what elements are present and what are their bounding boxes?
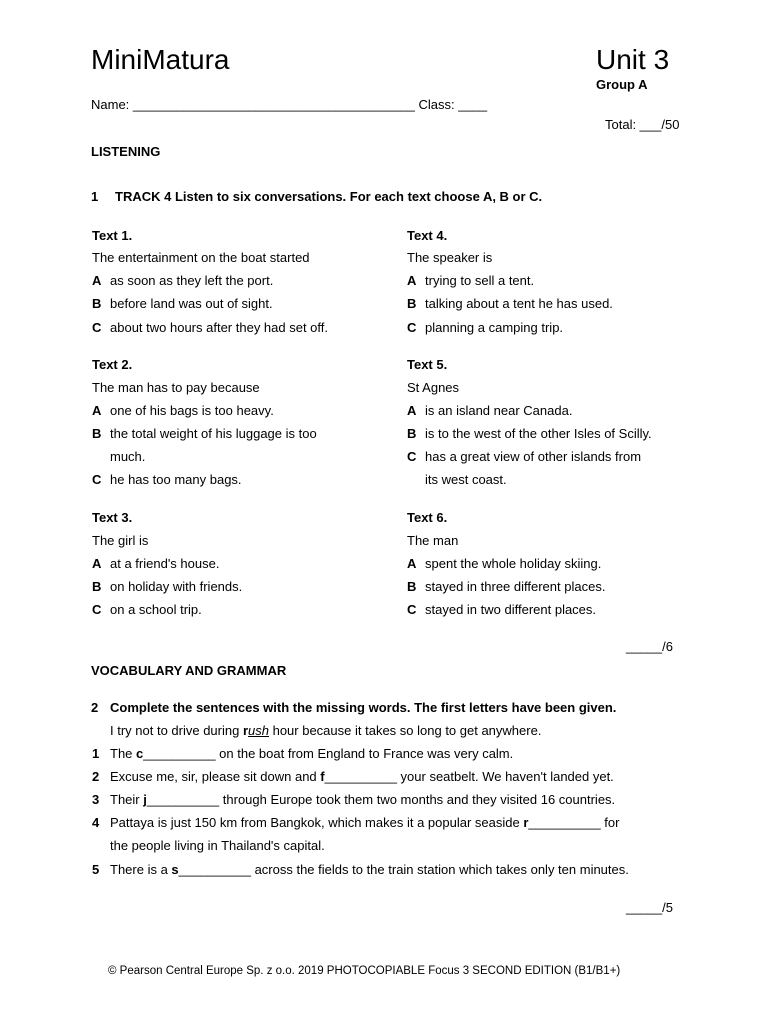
option-text: on holiday with friends.: [110, 579, 243, 594]
item-text: [110, 862, 629, 878]
option-letter: B: [407, 296, 417, 311]
item-after: __________ through Europe took them two months and they visited 16 countries.: [146, 792, 616, 807]
option-letter: C: [407, 602, 417, 617]
option-letter: A: [92, 273, 102, 288]
example-before: I try not to drive during: [110, 723, 243, 738]
option-letter: A: [92, 403, 102, 418]
item-text: [110, 769, 614, 785]
text5-stem: St Agnes: [407, 380, 460, 395]
option-letter: A: [407, 556, 417, 571]
item-after: __________ across the fields to the train station which takes only ten minutes.: [178, 862, 629, 877]
option-letter: B: [407, 579, 417, 594]
item-after: __________ on the boat from England to France was very calm.: [143, 746, 514, 761]
vocab-item-4-continued: the people living in Thailand's capital.: [110, 838, 325, 853]
item-text: [110, 792, 615, 808]
total-score: Total: ___/50: [605, 117, 680, 132]
text5-title: Text 5.: [407, 357, 448, 372]
option-text: planning a camping trip.: [425, 320, 564, 335]
item-before: There is a: [110, 862, 172, 877]
option-text: the total weight of his luggage is too: [110, 426, 317, 441]
option-text: on a school trip.: [110, 602, 202, 617]
item-number: 2: [92, 769, 100, 784]
item-number: 4: [92, 815, 100, 830]
example-answer: ush: [248, 723, 269, 738]
example-after: hour because it takes so long to get anywhere.: [268, 723, 542, 738]
text2-stem: The man has to pay because: [92, 380, 260, 395]
task1-instruction: TRACK 4 Listen to six conversations. For each text choose A, B or C.: [115, 189, 543, 204]
item-text: [110, 746, 513, 762]
option-text: has a great view of other islands from: [425, 449, 642, 464]
unit-label: Unit 3: [596, 44, 670, 75]
item-before: Pattaya is just 150 km from Bangkok, which makes it a popular seaside: [110, 815, 524, 830]
text1-title: Text 1.: [92, 228, 133, 243]
item-letter: r: [523, 815, 529, 830]
example-text: [110, 723, 541, 739]
option-letter: A: [407, 403, 417, 418]
option-text: trying to sell a tent.: [425, 273, 535, 288]
item-text: [110, 815, 619, 831]
item-before: Their: [110, 792, 144, 807]
option-text: at a friend's house.: [110, 556, 220, 571]
text2-option-b-continued: much.: [110, 449, 146, 464]
text4-stem: The speaker is: [407, 250, 493, 265]
vocab-score: _____/5: [626, 900, 673, 915]
option-letter: B: [407, 426, 417, 441]
option-text: stayed in two different places.: [425, 602, 597, 617]
vocab-heading: VOCABULARY AND GRAMMAR: [91, 663, 287, 678]
item-before: Excuse me, sir, please sit down and: [110, 769, 321, 784]
option-text: one of his bags is too heavy.: [110, 403, 274, 418]
option-text: about two hours after they had set off.: [110, 320, 329, 335]
listening-heading: LISTENING: [91, 144, 161, 159]
item-letter: j: [143, 792, 147, 807]
page-title: MiniMatura: [91, 44, 230, 75]
option-text: before land was out of sight.: [110, 296, 273, 311]
text5-option-c-continued: its west coast.: [425, 472, 507, 487]
option-letter: B: [92, 579, 102, 594]
option-letter: C: [92, 320, 102, 335]
option-text: is to the west of the other Isles of Scilly.: [425, 426, 652, 441]
item-letter: f: [320, 769, 325, 784]
option-letter: B: [92, 296, 102, 311]
text6-title: Text 6.: [407, 510, 448, 525]
item-letter: c: [136, 746, 144, 761]
item-after: __________ your seatbelt. We haven't landed yet.: [324, 769, 614, 784]
option-text: is an island near Canada.: [425, 403, 573, 418]
option-text: as soon as they left the port.: [110, 273, 274, 288]
text4-title: Text 4.: [407, 228, 448, 243]
task2-number: 2: [91, 700, 99, 715]
item-letter: s: [171, 862, 179, 877]
text3-stem: The girl is: [92, 533, 149, 548]
name-class-line: Name: _______________________________________ Class: ____: [91, 97, 488, 112]
task1-number: 1: [91, 189, 99, 204]
item-after: __________ for: [528, 815, 620, 830]
item-before: The: [110, 746, 137, 761]
option-text: stayed in three different places.: [425, 579, 606, 594]
text3-title: Text 3.: [92, 510, 133, 525]
text6-stem: The man: [407, 533, 459, 548]
item-number: 3: [92, 792, 100, 807]
option-letter: B: [92, 426, 102, 441]
task2-instruction: Complete the sentences with the missing words. The first letters have been given.: [110, 700, 617, 715]
option-letter: C: [92, 602, 102, 617]
option-letter: C: [92, 472, 102, 487]
example-letter: r: [242, 723, 249, 738]
option-letter: C: [407, 320, 417, 335]
text1-stem: The entertainment on the boat started: [92, 250, 310, 265]
option-letter: A: [92, 556, 102, 571]
item-number: 5: [92, 862, 100, 877]
group-label: Group A: [596, 77, 648, 92]
option-text: spent the whole holiday skiing.: [425, 556, 602, 571]
item-number: 1: [92, 746, 100, 761]
option-letter: C: [407, 449, 417, 464]
copyright-footer: © Pearson Central Europe Sp. z o.o. 2019 PHOTOCOPIABLE Focus 3 SECOND EDITION (B1/B1+): [108, 965, 621, 977]
option-text: he has too many bags.: [110, 472, 242, 487]
option-text: talking about a tent he has used.: [425, 296, 613, 311]
listening-score: _____/6: [626, 639, 673, 654]
option-letter: A: [407, 273, 417, 288]
text2-title: Text 2.: [92, 357, 133, 372]
